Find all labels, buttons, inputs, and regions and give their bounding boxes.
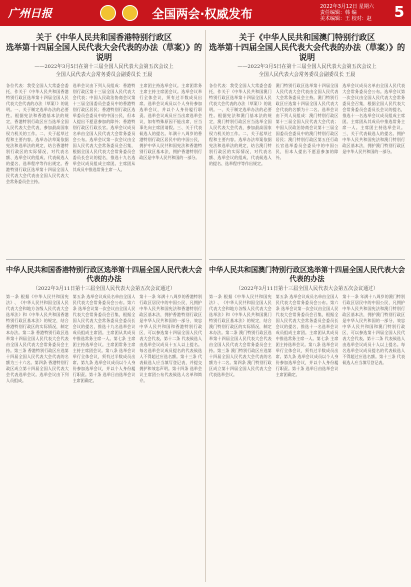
law-text-column: 第一条 根据《中华人民共和国宪法》、《中华人民共和国全国人民代表大会和地方各级人民代表大会选举法》和《中华人民共和国香港特别行政区基本法》的规定，结合香港特别行政区的实际情况，制定本办法。第二条 香港特别行政区选举第十四届全国人民代表大会代表由全国人民代表大会常务委员会主持。第三条 香港特别行政区应选第十四届全国人民代表大会代表的名额为三十六名。第四条 香港特别行政区成立第十四届全国人民代表大会代表选举会议。选举会议由下列人员组成。 (6, 294, 69, 383)
article-subtitle: ——2022年3月5日在第十三届全国人民代表大会第五次会议上 (34, 64, 174, 70)
article-title-line2: 选举第十四届全国人民代表大会代表的办法（草案）》的说明 (6, 42, 202, 62)
section-rule (209, 259, 405, 260)
section-title: 全国两会·权威发布 (152, 7, 253, 21)
article-text-column: 各位代表：我受全国人大常委会委托，作关于《中华人民共和国澳门特别行政区选举第十四届全国人民代表大会代表的办法（草案）》的说明。一、关于制定选举办法的必要性。根据宪法和澳门基本法的规定，澳门特别行政区应当选举全国人民代表大会代表，参加最高国家权力机关的工作。二、关于起草过程和主要内容。选举办法草案依据宪法和选举法的规定，结合澳门特别行政区的实际情况，对代表名额、选举会议的组成、代表候选人的提名、选举程序等作出规定。 (209, 83, 272, 166)
law-subtitle: （2022年3月11日第十三届全国人民代表大会第五次会议通过） (32, 286, 176, 292)
article-text-column: 各位代表：我受全国人大常委会委托，作关于《中华人民共和国香港特别行政区选举第十四届全国人民代表大会代表的办法（草案）》的说明。一、关于制定选举办法的必要性。根据宪法和香港基本法的规定，香港特别行政区应当选举全国人民代表大会代表，参加最高国家权力机关的工作。二、关于起草过程和主要内容。选举办法草案依据宪法和选举法的规定，结合香港特别行政区的实际情况，对代表名额、选举会议的组成、代表候选人的提名、选举程序等作出规定。香港特别行政区选举第十四届全国人民代表大会代表由全国人民代表大会常务委员会主持。 (6, 83, 69, 184)
law-text-column: 第五条 选举会议成员名单由全国人民代表大会常务委员会公布。第六条 选举会议第一次会议由全国人民代表大会常务委员会召集，根据全国人民代表大会常务委员会委员长会议的提名，推选十九名选举会议成员组成主席团。主席团从其成员中推选常务主席一人。第七条 主席团主持选举会议。主席团常务主席主持主席团会议。第八条 选举会议举行全体会议，须有过半数成员出席。第九条 选举会议成员以个人身份参加选举会议，并以个人身份履行职责。第十条 选举日由选举会议主席团确定。 (72, 294, 136, 383)
article-title-line1: 关于《中华人民共和国澳门特别行政区 (239, 32, 375, 42)
left-column (6, 30, 202, 582)
right-column (209, 30, 405, 582)
article-body (209, 83, 405, 253)
law-title: 中华人民共和国香港特别行政区选举第十四届全国人民代表大会代表的办法 (6, 265, 202, 283)
article-text-column: 选举会议成员名单由全国人民代表大会常务委员会公布。选举会议第一次会议由全国人民代表大会常务委员会召集，根据全国人民代表大会常务委员会委员长会议的提名，推选十一名选举会议成员组成主席团。主席团从其成员中推选常务主席一人。主席团主持选举会议。三、关于代表候选人的提名。拥护中华人民共和国宪法和澳门特别行政区基本法，拥护澳门特别行政区是中华人民共和国的一部分。 (342, 83, 405, 154)
law-subtitle: （2022年3月11日第十三届全国人民代表大会第五次会议通过） (235, 286, 379, 292)
article-title-line2: 选举第十四届全国人民代表大会代表的办法（草案）》的说明 (209, 42, 405, 62)
cppcc-emblem-icon (122, 5, 138, 21)
law-text-column: 第十一条 年满十八周岁的澳门特别行政区居民中的中国公民，凡拥护中华人民共和国宪法和澳门特别行政区基本法，拥护澳门特别行政区是中华人民共和国的一部分，效忠中华人民共和国和澳门特别行政区，可以参选第十四届全国人民代表大会代表。第十二条 代表候选人由选举会议成员十人以上提名。每名选举会议成员提名的代表候选人不得超过应选名额。第十三条 代表候选人应当填写登记表。 (342, 294, 405, 365)
law-text-column: 第十一条 年满十八周岁的香港特别行政区居民中的中国公民，凡拥护中华人民共和国宪法和香港特别行政区基本法，拥护香港特别行政区是中华人民共和国的一部分，效忠中华人民共和国和香港特别行政区，可以参选第十四届全国人民代表大会代表。第十二条 代表候选人由选举会议成员十五人以上提名。每名选举会议成员提名的代表候选人不得超过应选名额。第十三条 代表候选人应当填写登记表，并提交拥护和效忠声明。第十四条 选举会议主席团公布代表候选人名单和简介。 (139, 294, 202, 383)
issue-meta: 2022年3月12日 星期六 责任编辑：韩 编 美术编辑：王 校对：赵 (320, 4, 374, 22)
column-divider (205, 30, 206, 582)
article-text-column: 主席团主持选举会议。主席团常务主席主持主席团会议。选举会议举行全体会议，须有过半数成员出席。选举会议成员以个人身份参加选举会议，并以个人身份履行职责。选举会议成员应当出席选举会议，如有特殊原因不能出席，应当事先向主席团请假。三、关于代表候选人的提名。年满十八周岁的香港特别行政区居民中的中国公民，拥护中华人民共和国宪法和香港特别行政区基本法，拥护香港特别行政区是中华人民共和国的一部分。 (139, 83, 202, 160)
national-emblem-icon (100, 5, 116, 21)
law-body (209, 294, 405, 499)
section-rule (6, 259, 202, 260)
law-body (6, 294, 202, 499)
law-text-column: 第一条 根据《中华人民共和国宪法》、《中华人民共和国全国人民代表大会和地方各级人民代表大会选举法》和《中华人民共和国澳门特别行政区基本法》的规定，结合澳门特别行政区的实际情况，制定本办法。第二条 澳门特别行政区选举第十四届全国人民代表大会代表由全国人民代表大会常务委员会主持。第三条 澳门特别行政区应选第十四届全国人民代表大会代表的名额为十二名。第四条 澳门特别行政区成立第十四届全国人民代表大会代表选举会议。 (209, 294, 272, 377)
newspaper-logo: 广州日报 (8, 7, 52, 20)
article-title-line1: 关于《中华人民共和国香港特别行政区 (36, 32, 172, 42)
article-author: 全国人民代表大会常务委员会副委员长 王晨 (258, 72, 356, 78)
law-title: 中华人民共和国澳门特别行政区选举第十四届全国人民代表大会代表的办法 (209, 265, 405, 283)
article-title (209, 32, 405, 62)
law-text-column: 第五条 选举会议成员名单由全国人民代表大会常务委员会公布。第六条 选举会议第一次会议由全国人民代表大会常务委员会召集，根据全国人民代表大会常务委员会委员长会议的提名，推选十一名选举会议成员组成主席团。主席团从其成员中推选常务主席一人。第七条 主席团主持选举会议。第八条 选举会议举行全体会议，须有过半数成员出席。第九条 选举会议成员以个人身份参加选举会议，并以个人身份履行职责。第十条 选举日由选举会议主席团确定。 (275, 294, 339, 377)
emblem-group (100, 5, 138, 21)
article-author: 全国人民代表大会常务委员会副委员长 王晨 (55, 72, 153, 78)
article-body (6, 83, 202, 253)
masthead (0, 0, 411, 26)
article-subtitle: ——2022年3月5日在第十三届全国人民代表大会第五次会议上 (237, 64, 377, 70)
article-text-column: 选举会议由下列人员组成：香港特别行政区第十三届全国人民代表大会代表；中国人民政治协商会议第十三届全国委员会委员中的香港特别行政区居民；香港特别行政区选举委员会委员中的中国公民，但本人提出不愿意参加的除外；香港特别行政区行政长官。选举会议成员名单由全国人民代表大会常务委员会公布。选举会议第一次会议由全国人民代表大会常务委员会召集，根据全国人民代表大会常务委员会委员长会议的提名，推选十九名选举会议成员组成主席团。主席团从其成员中推选常务主席一人。 (72, 83, 136, 172)
article-text-column: 澳门特别行政区选举第十四届全国人民代表大会代表由全国人民代表大会常务委员会主持。澳门特别行政区应选第十四届全国人民代表大会代表的名额为十二名。选举会议由下列人员组成：澳门特别行政区第十三届全国人民代表大会代表；中国人民政治协商会议第十三届全国委员会委员中的澳门特别行政区居民；澳门特别行政区第五任行政长官选举委员会委员中的中国公民，但本人提出不愿意参加的除外。 (275, 83, 339, 160)
page-number: 5 (394, 3, 405, 21)
article-title (6, 32, 202, 62)
